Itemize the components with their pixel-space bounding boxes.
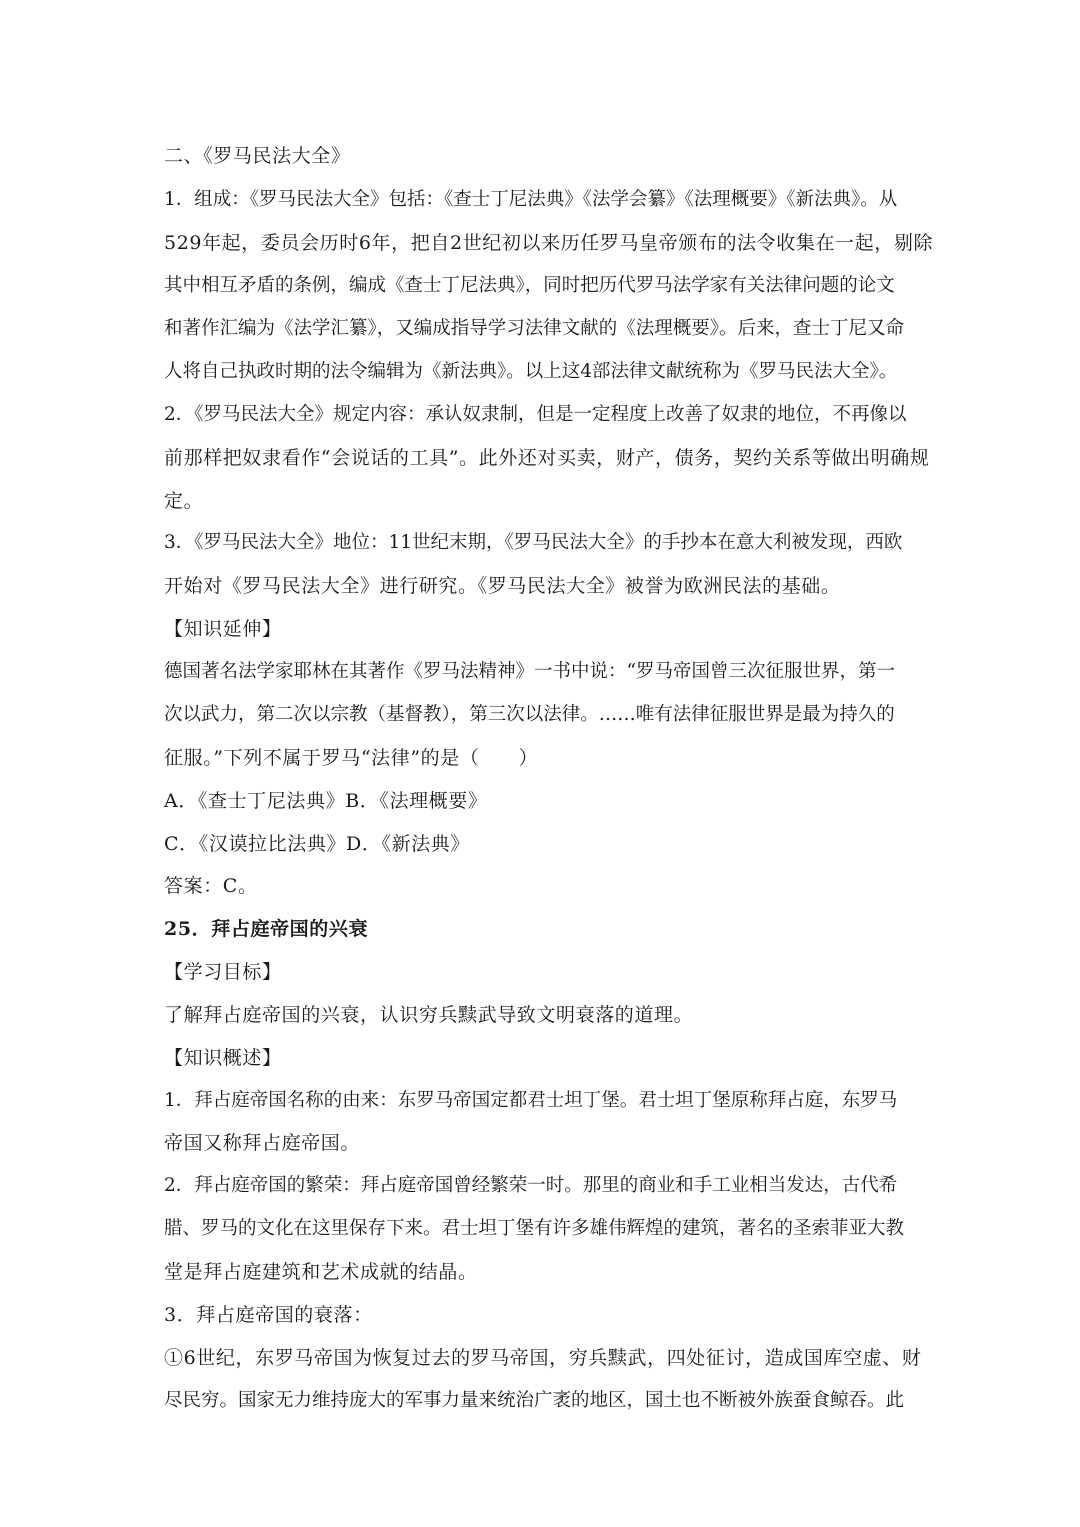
paragraph-line: 3．《罗马民法大全》地位：11世纪末期，《罗马民法大全》的手抄本在意大利被发现，西欧: [164, 532, 903, 553]
paragraph-line: 1．拜占庭帝国名称的由来：东罗马帝国定都君士坦丁堡。君士坦丁堡原称拜占庭，东罗马: [164, 1090, 898, 1111]
subheading-knowledge-extension: 【知识延伸】: [164, 618, 282, 640]
paragraph-line: 腊、罗马的文化在这里保存下来。君士坦丁堡有许多雄伟辉煌的建筑，著名的圣索菲亚大教: [164, 1218, 905, 1239]
paragraph-line: 尽民穷。国家无力维持庞大的军事力量来统治广袤的地区，国土也不断被外族蚕食鲸吞。此: [164, 1390, 905, 1411]
paragraph-line: 2．《罗马民法大全》规定内容：承认奴隶制，但是一定程度上改善了奴隶的地位，不再像以: [164, 404, 907, 425]
paragraph-line: 开始对《罗马民法大全》进行研究。《罗马民法大全》被誉为欧洲民法的基础。: [164, 575, 841, 597]
paragraph-line: 德国著名法学家耶林在其著作《罗马法精神》一书中说：“罗马帝国曾三次征服世界，第一: [164, 661, 895, 682]
paragraph-line: 和著作汇编为《法学汇纂》，又编成指导学习法律文献的《法理概要》。后来，查士丁尼又命: [164, 318, 905, 339]
paragraph-line: 3．拜占庭帝国的衰落：: [164, 1304, 373, 1326]
paragraph-line: 定。: [164, 490, 204, 512]
option-line-c-d: C．《汉谟拉比法典》D．《新法典》: [164, 833, 470, 855]
answer-line: 答案：C。: [164, 875, 258, 897]
paragraph-line: 次以武力，第二次以宗教（基督教），第三次以法律。……唯有法律征服世界是最为持久的: [164, 704, 895, 725]
section-heading-roman-civil-law: 二、《罗马民法大全》: [164, 145, 351, 167]
paragraph-line: 了解拜占庭帝国的兴衰，认识穷兵黩武导致文明衰落的道理。: [164, 1004, 694, 1026]
paragraph-line: 帝国又称拜占庭帝国。: [164, 1132, 361, 1154]
paragraph-line: 529年起，委员会历时6年，把自2世纪初以来历任罗马皇帝颁布的法令收集在一起，剔除: [164, 232, 934, 254]
paragraph-line: 人将自己执政时期的法令编辑为《新法典》。以上这4部法律文献统称为《罗马民法大全》。: [164, 361, 898, 382]
subheading-learning-objectives: 【学习目标】: [164, 961, 282, 983]
paragraph-line: 2．拜占庭帝国的繁荣：拜占庭帝国曾经繁荣一时。那里的商业和手工业相当发达，古代希: [164, 1175, 898, 1196]
paragraph-line: 堂是拜占庭建筑和艺术成就的结晶。: [164, 1261, 478, 1283]
subheading-knowledge-overview: 【知识概述】: [164, 1047, 282, 1069]
option-line-a-b: A．《查士丁尼法典》B．《法理概要》: [164, 790, 488, 812]
question-line: 征服。”下列不属于罗马“法律”的是（ ）: [164, 747, 539, 769]
paragraph-line: 前那样把奴隶看作“会说话的工具”。此外还对买卖，财产，债务，契约关系等做出明确规: [164, 447, 930, 469]
paragraph-line: 1．组成：《罗马民法大全》包括：《查士丁尼法典》《法学会纂》《法理概要》《新法典》。从: [164, 189, 898, 210]
lesson-title-byzantine: 25．拜占庭帝国的兴衰: [164, 918, 369, 940]
paragraph-line: ①6世纪，东罗马帝国为恢复过去的罗马帝国，穷兵黩武，四处征讨，造成国库空虚、财: [164, 1347, 922, 1369]
paragraph-line: 其中相互矛盾的条例，编成《查士丁尼法典》，同时把历代罗马法学家有关法律问题的论文: [164, 275, 895, 296]
